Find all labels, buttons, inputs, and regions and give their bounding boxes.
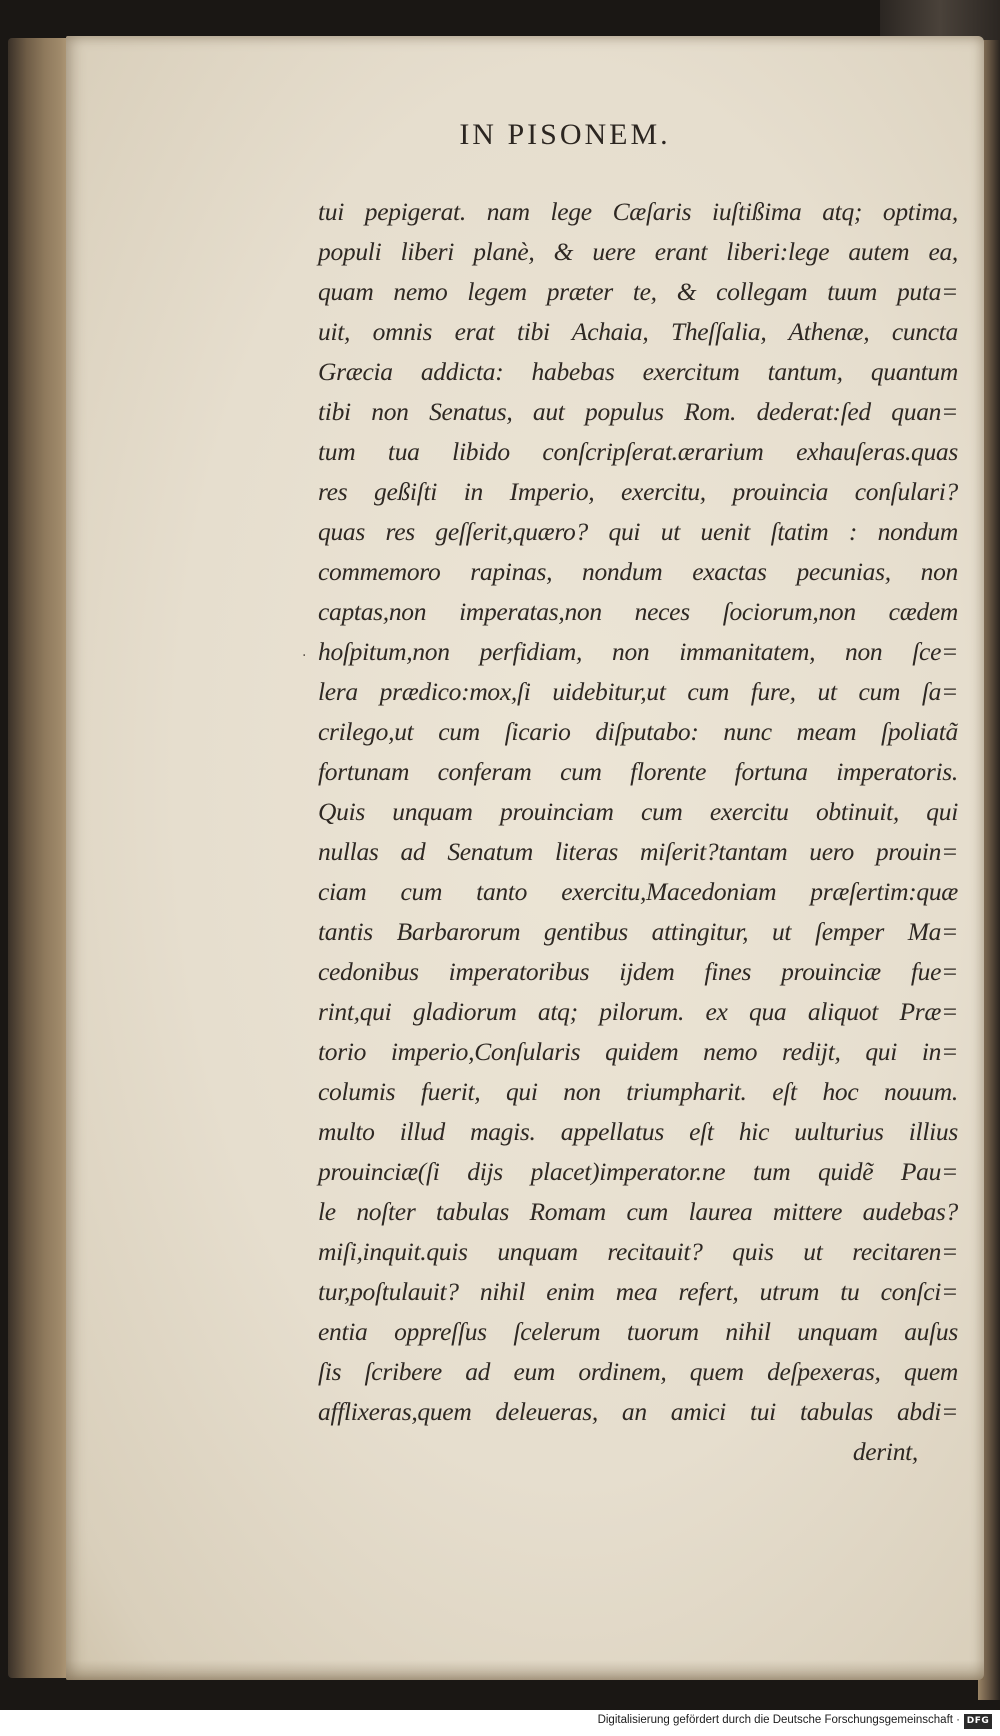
- text-line: crilego,ut cum ſicario diſputabo: nunc meam ſpoliatã: [318, 717, 958, 746]
- text-line: uit, omnis erat tibi Achaia, Theſſalia, Athenæ, cuncta: [318, 317, 958, 346]
- text-line: lera prædico:mox,ſi uidebitur,ut cum fure, ut cum ſa=: [318, 677, 958, 706]
- book-binding: [880, 0, 1000, 40]
- text-line: torio imperio,Conſularis quidem nemo redijt, qui in=: [318, 1037, 958, 1066]
- text-line: prouinciæ(ſi dijs placet)imperator.ne tum quidẽ Pau=: [318, 1157, 958, 1186]
- running-head: IN PISONEM.: [459, 118, 671, 151]
- text-line: afflixeras,quem deleueras, an amici tui tabulas abdi=: [318, 1397, 958, 1426]
- text-line: hoſpitum,non perfidiam, non immanitatem, non ſce=: [318, 637, 958, 666]
- text-line: tantis Barbarorum gentibus attingitur, ut ſemper Ma=: [318, 917, 958, 946]
- text-line: le noſter tabulas Romam cum laurea mittere audebas?: [318, 1197, 958, 1226]
- text-line: Græcia addicta: habebas exercitum tantum, quantum: [318, 357, 958, 386]
- text-line: columis fuerit, qui non triumpharit. eſt hoc nouum.: [318, 1077, 958, 1106]
- text-line: tui pepigerat. nam lege Cæſaris iuſtißima atq; optima,: [318, 197, 958, 226]
- text-line: Quis unquam prouinciam cum exercitu obtinuit, qui: [318, 797, 958, 826]
- text-line: nullas ad Senatum literas miſerit?tantam uero prouin=: [318, 837, 958, 866]
- text-line: captas,non imperatas,non neces ſociorum,non cædem: [318, 597, 958, 626]
- text-line: rint,qui gladiorum atq; pilorum. ex qua aliquot Præ=: [318, 997, 958, 1026]
- text-line: ſis ſcribere ad eum ordinem, quem deſpexeras, quem: [318, 1357, 958, 1386]
- text-line: cedonibus imperatoribus ijdem fines prouinciæ fue=: [318, 957, 958, 986]
- text-line: miſi,inquit.quis unquam recitauit? quis ut recitaren=: [318, 1237, 958, 1266]
- text-line: tur,poſtulauit? nihil enim mea refert, utrum tu conſci=: [318, 1277, 958, 1306]
- page-edges-left: [8, 38, 70, 1678]
- text-line: quas res geſſerit,quæro? qui ut uenit ſtatim : nondum: [318, 517, 958, 546]
- digitization-credit: Digitalisierung gefördert durch die Deutsche Forschungsgemeinschaft ·: [597, 1714, 960, 1726]
- text-line: ciam cum tanto exercitu,Macedoniam præſertim:quæ: [318, 877, 958, 906]
- text-line: entia oppreſſus ſcelerum tuorum nihil unquam auſus: [318, 1317, 958, 1346]
- text-line: populi liberi planè, & uere erant liberi:lege autem ea,: [318, 237, 958, 266]
- dfg-logo: DFG: [964, 1714, 992, 1729]
- text-line: tibi non Senatus, aut populus Rom. dederat:ſed quan=: [318, 397, 958, 426]
- text-line: tum tua libido conſcripſerat.ærarium exhauſeras.quas: [318, 437, 958, 466]
- text-line: quam nemo legem præter te, & collegam tuum puta=: [318, 277, 958, 306]
- text-line: multo illud magis. appellatus eſt hic uulturius illius: [318, 1117, 958, 1146]
- text-line: fortunam conferam cum florente fortuna imperatoris.: [318, 757, 958, 786]
- text-line: commemoro rapinas, nondum exactas pecunias, non: [318, 557, 958, 586]
- text-line: derint,: [852, 1437, 918, 1466]
- page-shadow: [66, 1660, 984, 1680]
- body-text: [318, 192, 958, 1472]
- text-line: res geßiſti in Imperio, exercitu, prouincia conſulari?: [318, 477, 958, 506]
- margin-mark: ·: [302, 648, 307, 664]
